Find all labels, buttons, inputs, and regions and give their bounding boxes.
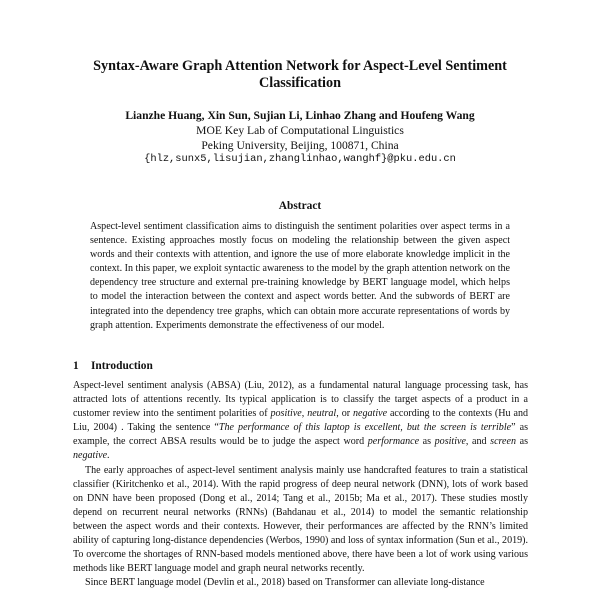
section-heading <box>73 359 533 373</box>
term-performance: performance <box>367 436 420 448</box>
abstract-body: Aspect-level sentiment classification aims to distinguish the sentiment polarities over aspect terms in a sentence. Existing approaches mostly focus on modeling the relationship between the given aspect words and their contexts with attention, and ignore the use of more elaborate knowledge implicit in the context. In this paper, we exploit syntactic awareness to the model by the graph attention network on the dependency tree structure and external pre-training knowledge by BERT language model, which helps to model the interaction between the context and aspect words better. And the subwords of BERT are integrated into the dependency tree graphs, which can obtain more accurate representations of words by graph attention. Experiments demonstrate the effectiveness of our model. <box>90 221 510 331</box>
term-positive-2: positive <box>434 436 466 448</box>
author-list: Lianzhe Huang, Xin Sun, Sujian Li, Linhao Zhang and Houfeng Wang <box>125 109 475 122</box>
abstract-heading: Abstract <box>278 200 322 212</box>
section-number: 1 <box>73 360 79 372</box>
term-positive: positive <box>270 408 302 420</box>
paragraph-1: Aspect-level sentiment analysis (ABSA) (Liu, 2012), as a fundamental natural language processing task, has attracted lots of attentions recently. Its typical application is to classify the target aspects of a product in a customer review into the sentiment polarities of positive, neutral, or negative according to the contexts (Hu and Liu, 2004) . Taking the sentence “The performance of this laptop is excellent, but the screen is terrible” as example, the correct ABSA results would be to judge the aspect word performance as positive, and screen as negative. <box>73 380 529 462</box>
affiliation-lab: MOE Key Lab of Computational Linguistics <box>196 124 404 137</box>
paragraph-2: The early approaches of aspect-level sentiment analysis mainly use handcrafted features to train a statistical classifier (Kiritchenko et al., 2014). With the rapid progress of deep neural network (DNN), lots of work based on DNN have been proposed (Dong et al., 2014; Tang et al., 2015b; Ma et al., 2017). These studies mostly depend on recurrent neural networks (RNNs) (Bahdanau et al., 2014) to model the semantic relationship between the aspect words and their contexts. However, their performances are affected by the RNN’s limited ability of capturing long-distance dependencies (Werbos, 1990) and loss of syntax information (Sun et al., 2019). To overcome the shortages of RNN-based models mentioned above, there have been a lot of work using various methods like BERT language model and graph neural networks recently. <box>73 464 528 575</box>
term-negative: negative <box>353 408 388 420</box>
author-emails[interactable]: {hlz,sunx5,lisujian,zhanglinhao,wanghf}@pku.edu.cn <box>144 153 456 165</box>
paragraph-3: Since BERT language model (Devlin et al., 2018) based on Transformer can alleviate long-distance <box>85 577 485 589</box>
introduction-body <box>73 379 528 590</box>
paper-title: Syntax-Aware Graph Attention Network for Aspect-Level Sentiment Classification <box>93 58 507 91</box>
affiliation-university: Peking University, Beijing, 100871, China <box>201 139 399 152</box>
term-screen: screen <box>490 436 517 448</box>
section-title: Introduction <box>91 360 153 372</box>
term-neutral: neutral <box>307 408 337 420</box>
example-sentence: The performance of this laptop is excellent, but the screen is terrible <box>218 422 512 434</box>
term-negative-2: negative <box>73 450 108 462</box>
